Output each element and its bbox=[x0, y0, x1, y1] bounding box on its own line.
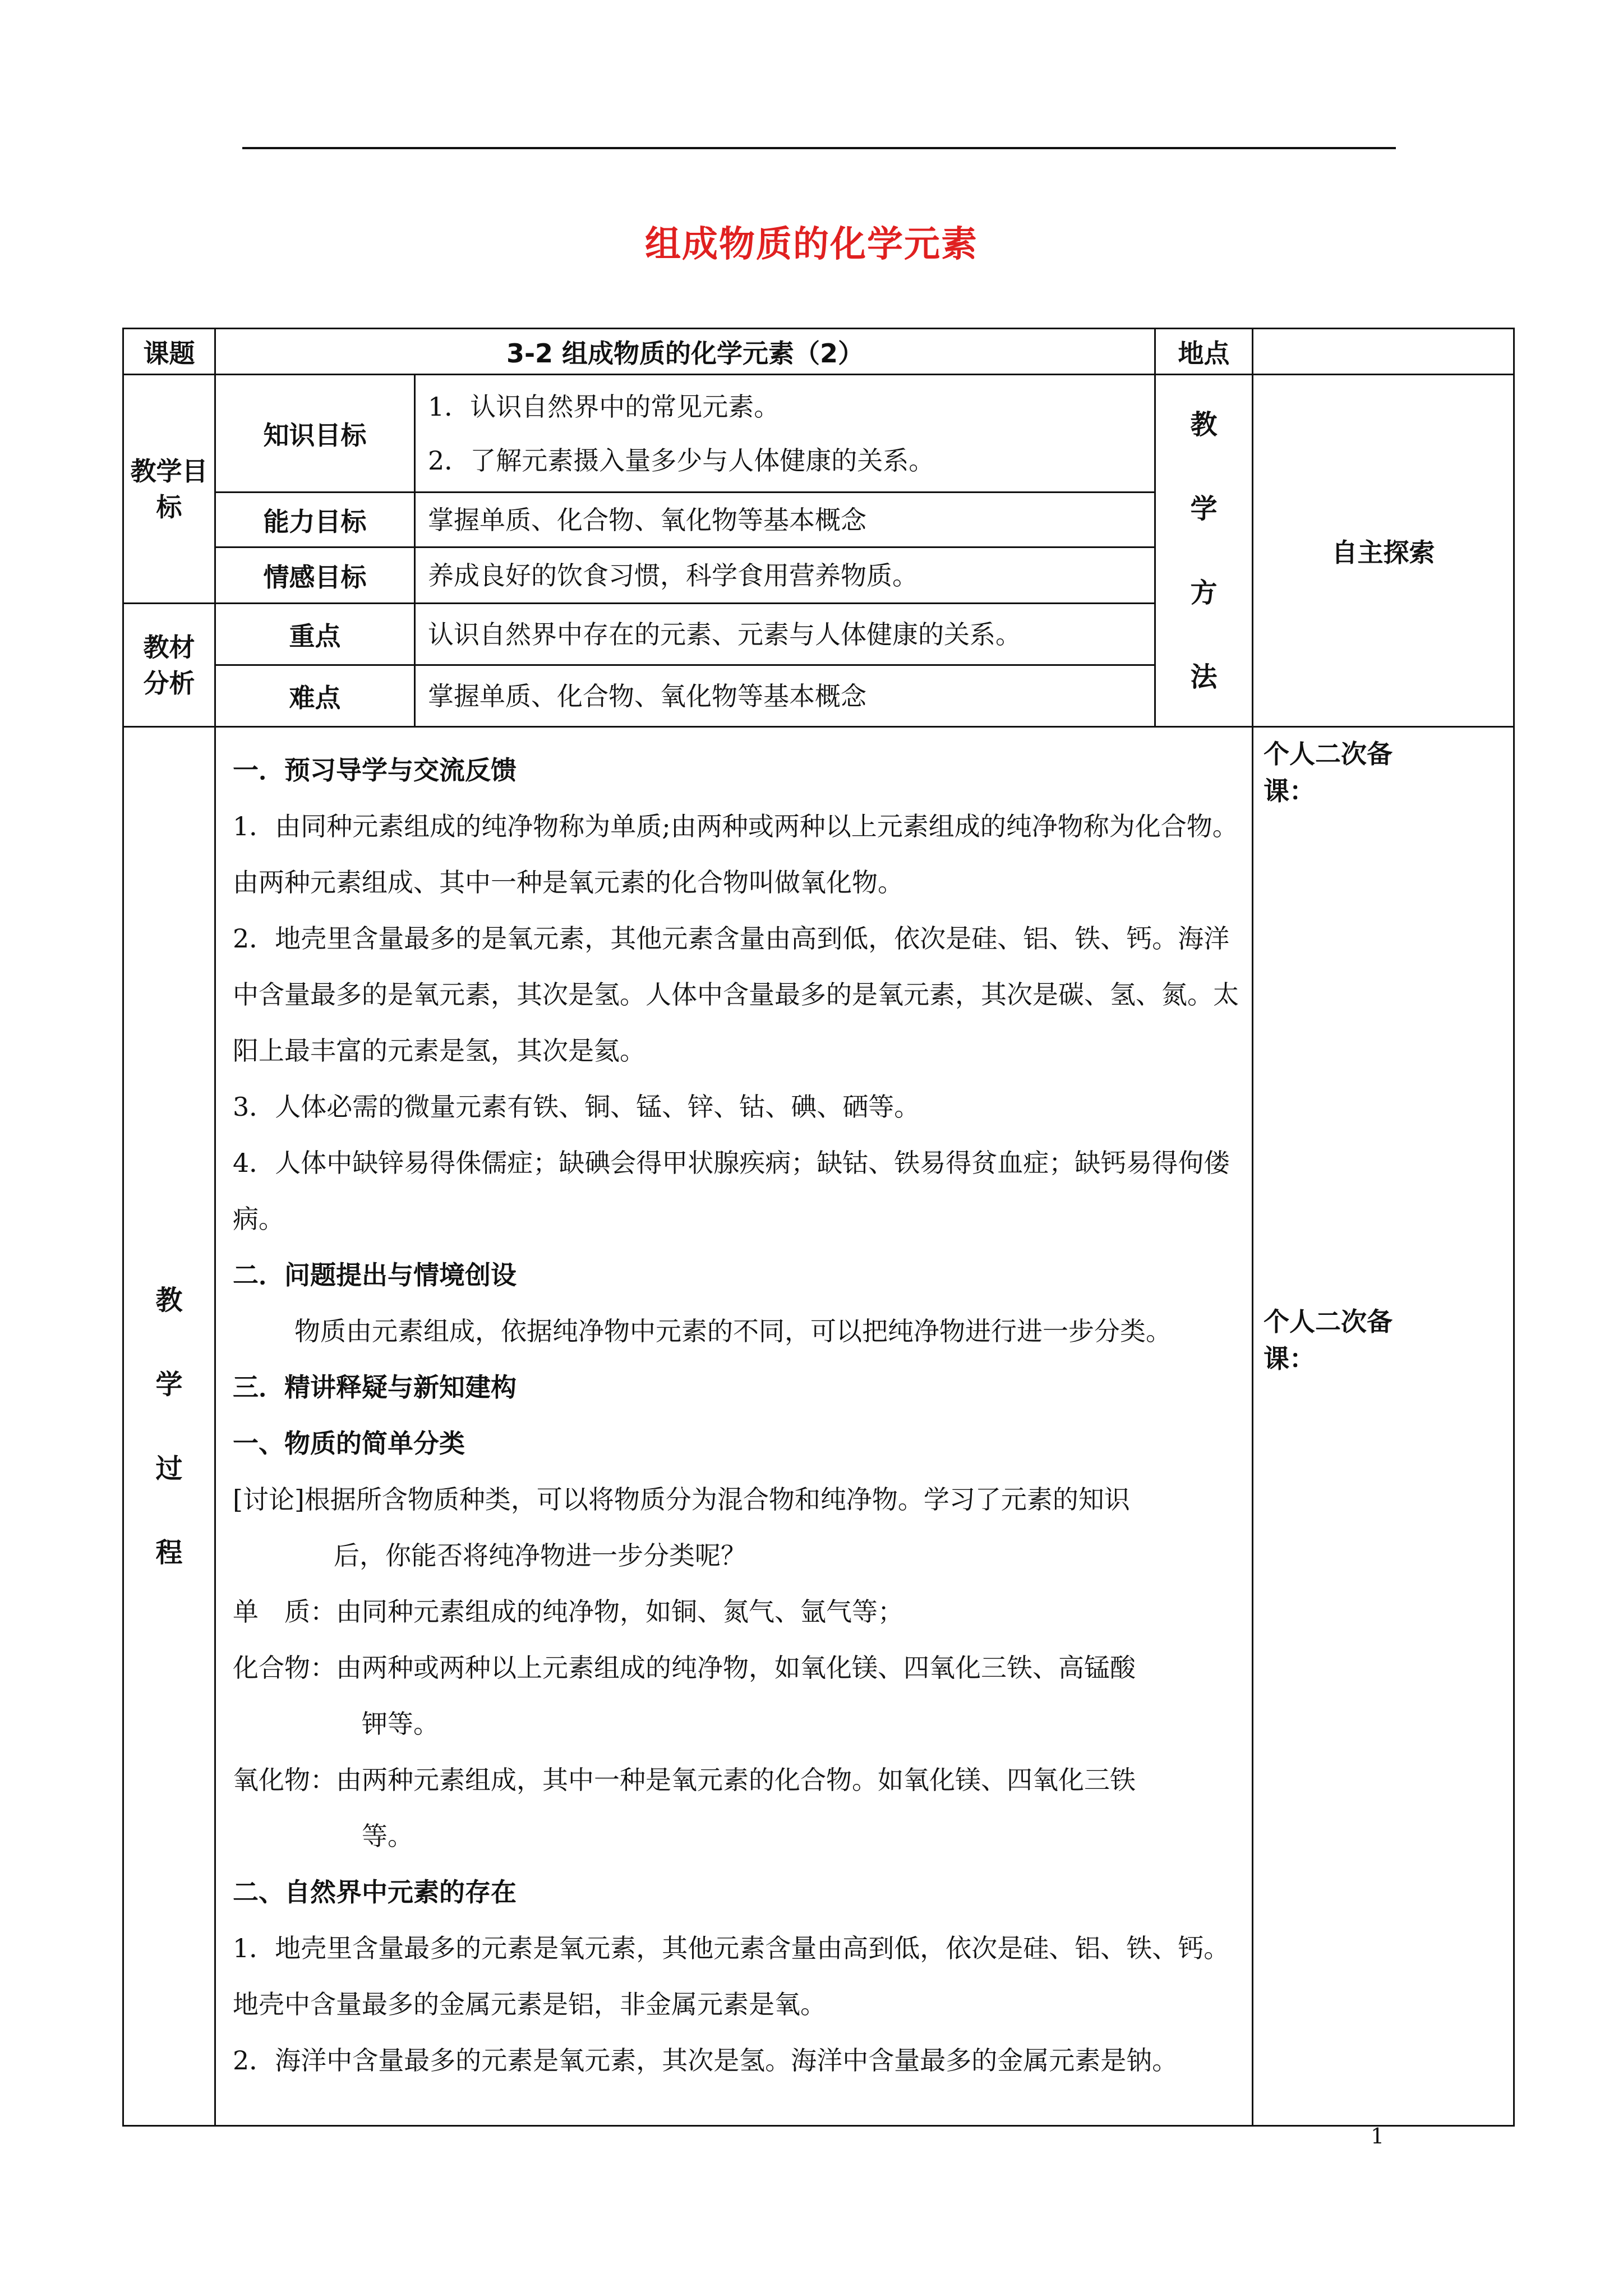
lesson-plan-table bbox=[122, 328, 1515, 2127]
definition-oxide-cont: 等。 bbox=[362, 1821, 413, 1851]
personal-notes-label: 个人二次备课： bbox=[1264, 739, 1393, 806]
paragraph: 2．海洋中含量最多的元素是氧元素，其次是氢。海洋中含量最多的金属元素是钠。 bbox=[233, 2045, 1178, 2076]
subsection-title: 一、物质的简单分类 bbox=[233, 1428, 465, 1458]
emotion-label: 情感目标 bbox=[215, 547, 415, 604]
key-point-value: 认识自然界中存在的元素、元素与人体健康的关系。 bbox=[415, 604, 1155, 665]
location-label: 地点 bbox=[1155, 329, 1253, 375]
definition-compound-cont: 钾等。 bbox=[362, 1709, 439, 1739]
knowledge-label: 知识目标 bbox=[215, 375, 415, 493]
page-number: 1 bbox=[1371, 2124, 1385, 2148]
topic-value: 3-2 组成物质的化学元素（2） bbox=[215, 329, 1155, 375]
discussion-cont: 后，你能否将纯净物进一步分类呢？ bbox=[334, 1540, 746, 1571]
objectives-label: 教学目标 bbox=[123, 375, 215, 604]
section-title: 一．预习导学与交流反馈 bbox=[233, 755, 517, 785]
paragraph: 物质由元素组成，依据纯净物中元素的不同，可以把纯净物进行进一步分类。 bbox=[294, 1316, 1172, 1346]
difficult-point-label: 难点 bbox=[215, 665, 415, 727]
paragraph: 3．人体必需的微量元素有铁、铜、锰、锌、钴、碘、硒等。 bbox=[233, 1092, 920, 1122]
location-value bbox=[1253, 329, 1514, 375]
subsection-title: 二、自然界中元素的存在 bbox=[233, 1877, 517, 1907]
paragraph: 4．人体中缺锌易得侏儒症；缺碘会得甲状腺疾病；缺钴、铁易得贫血症；缺钙易得佝偻病。 bbox=[233, 1148, 1230, 1234]
method-label-text: 教学方法 bbox=[1190, 408, 1218, 693]
process-label-text: 教学过程 bbox=[155, 1284, 183, 1568]
ability-value: 掌握单质、化合物、氧化物等基本概念 bbox=[415, 493, 1155, 547]
knowledge-item: 2．了解元素摄入量多少与人体健康的关系。 bbox=[428, 445, 935, 476]
discussion: [讨论]根据所含物质种类，可以将物质分为混合物和纯净物。学习了元素的知识 bbox=[233, 1484, 1130, 1515]
process-row bbox=[123, 727, 1514, 2126]
knowledge-item: 1．认识自然界中的常见元素。 bbox=[428, 391, 780, 422]
knowledge-row bbox=[123, 375, 1514, 493]
definition-compound: 化合物：由两种或两种以上元素组成的纯净物，如氧化镁、四氧化三铁、高锰酸 bbox=[233, 1653, 1136, 1683]
definition-oxide: 氧化物：由两种元素组成，其中一种是氧元素的化合物。如氧化镁、四氧化三铁 bbox=[233, 1765, 1136, 1795]
process-label bbox=[123, 727, 215, 2126]
ability-label: 能力目标 bbox=[215, 493, 415, 547]
process-content bbox=[215, 727, 1253, 2126]
personal-notes-label: 个人二次备课： bbox=[1264, 1306, 1393, 1374]
paragraph: 1．地壳里含量最多的元素是氧元素，其他元素含量由高到低，依次是硅、铝、铁、钙。地壳中含量最多的金属元素是铝，非金属元素是氧。 bbox=[233, 1933, 1230, 2019]
document-title: 组成物质的化学元素 bbox=[645, 224, 978, 265]
notes-column bbox=[1253, 727, 1514, 2126]
difficult-point-value: 掌握单质、化合物、氧化物等基本概念 bbox=[415, 665, 1155, 727]
key-point-label: 重点 bbox=[215, 604, 415, 665]
definition-simple: 单 质：由同种元素组成的纯净物，如铜、氮气、氩气等； bbox=[233, 1596, 903, 1627]
paragraph: 2．地壳里含量最多的是氧元素，其他元素含量由高到低，依次是硅、铝、铁、钙。海洋中含量最多的是氧元素，其次是氢。人体中含量最多的是氧元素，其次是碳、氢、氮。太阳上最丰富的元素是氢，其次是氦。 bbox=[233, 923, 1239, 1066]
method-label bbox=[1155, 375, 1253, 727]
knowledge-items bbox=[415, 375, 1155, 493]
section-title: 三．精讲释疑与新知建构 bbox=[233, 1372, 517, 1402]
topic-row bbox=[123, 329, 1514, 375]
header-rule bbox=[242, 147, 1396, 149]
method-value: 自主探索 bbox=[1253, 375, 1514, 727]
analysis-label bbox=[123, 604, 215, 727]
emotion-value: 养成良好的饮食习惯，科学食用营养物质。 bbox=[415, 547, 1155, 604]
topic-label: 课题 bbox=[123, 329, 215, 375]
section-title: 二．问题提出与情境创设 bbox=[233, 1260, 517, 1290]
analysis-label-text: 教材分析 bbox=[143, 632, 195, 698]
paragraph: 1．由同种元素组成的纯净物称为单质;由两种或两种以上元素组成的纯净物称为化合物。由两种元素组成、其中一种是氧元素的化合物叫做氧化物。 bbox=[233, 811, 1238, 898]
